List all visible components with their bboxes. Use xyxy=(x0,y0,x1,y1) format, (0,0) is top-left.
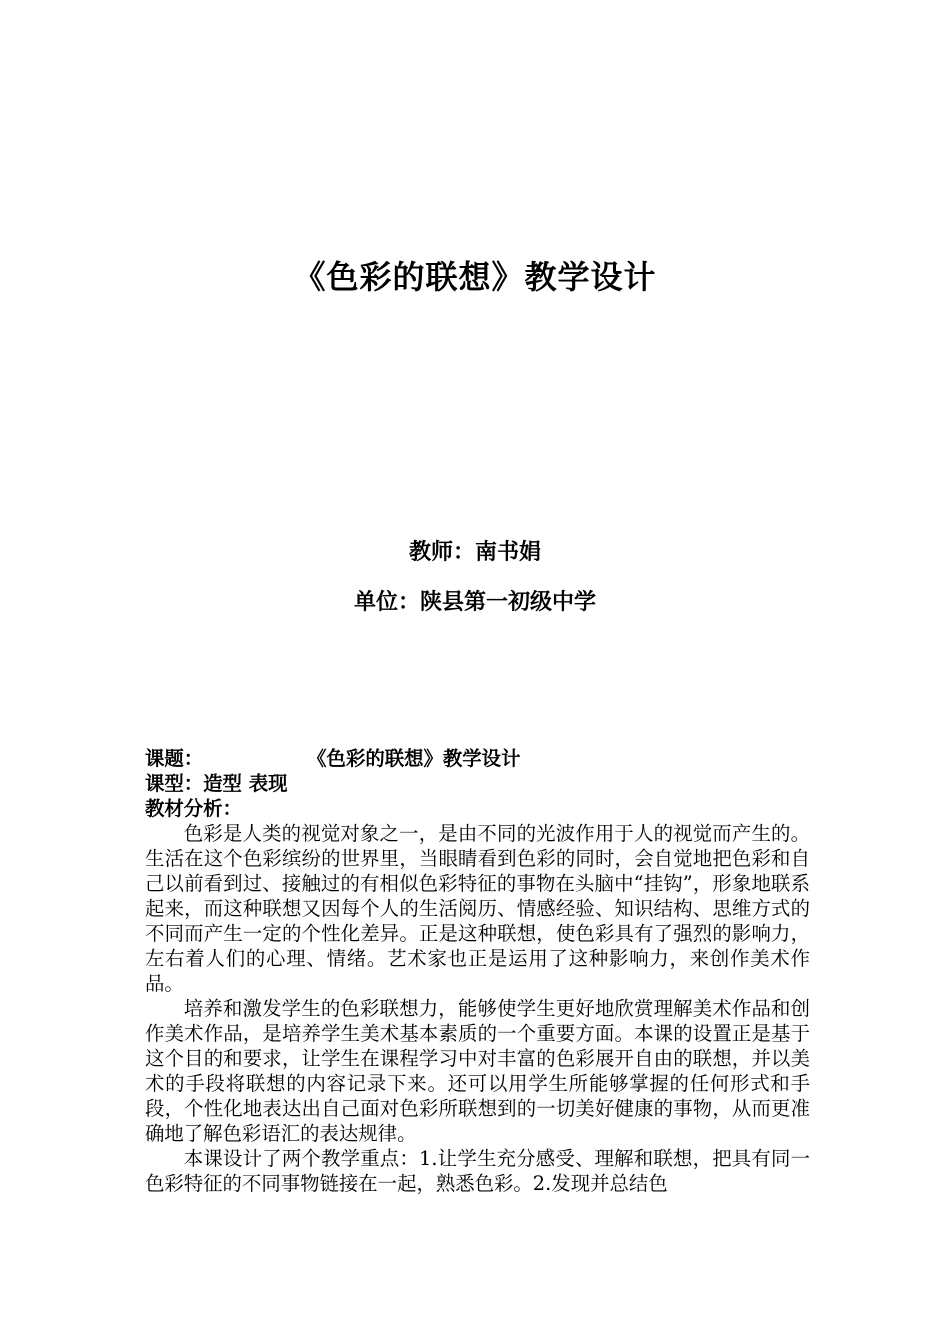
school-unit: 单位：陕县第一初级中学 xyxy=(353,589,596,615)
course-title-label: 课题： xyxy=(145,747,204,770)
lesson-body xyxy=(145,746,810,1196)
course-type-field: 课型：造型 表现 xyxy=(145,772,288,795)
paragraph-2: 培养和激发学生的色彩联想力，能够使学生更好地欣赏理解美术作品和创作美术作品，是培养学生美术基本素质的一个重要方面。本课的设置正是基于这个目的和要求，让学生在课程学习中对丰富的色彩展开自由的联想，并以美术的手段将联想的内容记录下来。还可以用学生所能够掌握的任何形式和手段，个性化地表达出自己面对色彩所联想到的一切美好健康的事物，从而更准确地了解色彩语汇的表达规律。 xyxy=(145,997,810,1145)
teacher-name: 教师：南书娟 xyxy=(408,539,541,565)
course-title-value: 《色彩的联想》教学设计 xyxy=(307,747,521,770)
analysis-label: 教材分析： xyxy=(145,797,242,820)
paragraph-3: 本课设计了两个教学重点：1.让学生充分感受、理解和联想，把具有同一色彩特征的不同事物链接在一起，熟悉色彩。2.发现并总结色 xyxy=(145,1147,810,1195)
course-title-field xyxy=(145,746,810,771)
paragraph-1: 色彩是人类的视觉对象之一，是由不同的光波作用于人的视觉而产生的。生活在这个色彩缤纷的世界里，当眼睛看到色彩的同时，会自觉地把色彩和自己以前看到过、接触过的有相似色彩特征的事物在头脑中“挂钩”，形象地联系起来，而这种联想又因每个人的生活阅历、情感经验、知识结构、思维方式的不同而产生一定的个性化差异。正是这种联想，使色彩具有了强烈的影响力，左右着人们的心理、情绪。艺术家也正是运用了这种影响力，来创作美术作品。 xyxy=(145,822,810,995)
document-title: 《色彩的联想》教学设计 xyxy=(293,258,657,296)
